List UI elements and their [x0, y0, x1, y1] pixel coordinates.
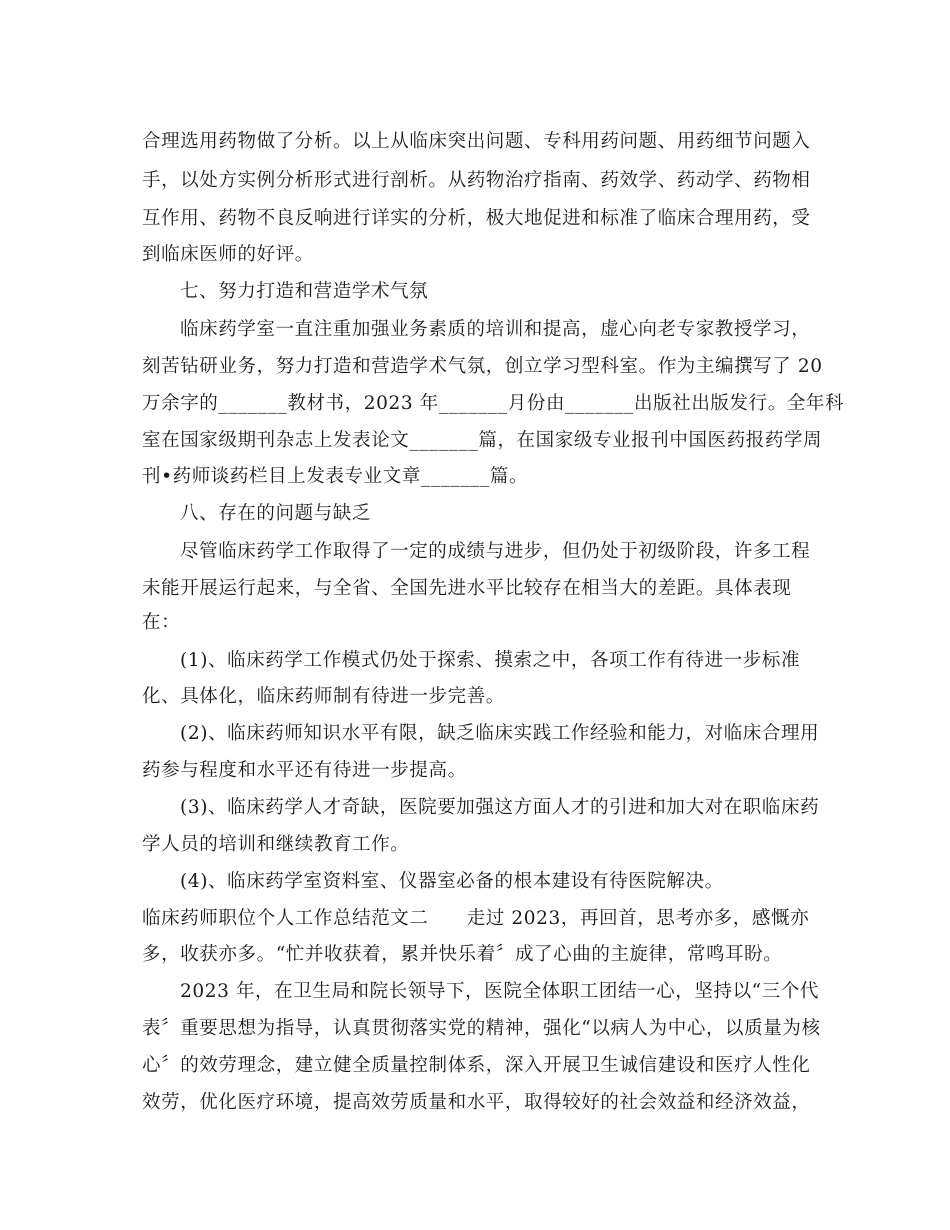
paragraph-line: 到临床医师的好评。	[142, 244, 314, 265]
paragraph-line: 表〞重要思想为指导，认真贯彻落实党的精神，强化“以病人为中心，以质量为核	[142, 1018, 821, 1039]
list-item-line: (3)、临床药学人才奇缺，医院要加强这方面人才的引进和加大对在职临床药	[180, 797, 820, 818]
paragraph-line: 刊•药师谈药栏目上发表专业文章_______篇。	[142, 466, 529, 487]
paragraph-line: 室在国家级期刊杂志上发表论文_______篇，在国家级专业报刊中国医药报药学周	[142, 430, 823, 451]
list-item-line: 化、具体化，临床药师制有待进一步完善。	[142, 686, 505, 707]
list-item-line: 学人员的培训和继续教育工作。	[142, 834, 410, 855]
paragraph-line: 效劳，优化医疗环境，提高效劳质量和水平，取得较好的社会效益和经济效益，	[142, 1092, 811, 1113]
paragraph-line: 刻苦钻研业务，努力打造和营造学术气氛，创立学习型科室。作为主编撰写了 20	[142, 356, 823, 377]
paragraph-line: 多，收获亦多。“忙并收获着，累并快乐着〞成了心曲的主旋律，常鸣耳盼。	[142, 944, 783, 965]
list-item-line: (4)、临床药学室资料室、仪器室必备的根本建设有待医院解决。	[180, 871, 724, 892]
list-item-line: 药参与程度和水平还有待进一步提高。	[142, 760, 467, 781]
section-heading: 八、存在的问题与缺乏	[180, 503, 372, 524]
paragraph-line: 2023 年，在卫生局和院长领导下，医院全体职工团结一心，坚持以“三个代	[180, 981, 820, 1002]
list-item-line: (2)、临床药师知识水平有限，缺乏临床实践工作经验和能力，对临床合理用	[180, 723, 820, 744]
paragraph-line: 合理选用药物做了分析。以上从临床突出问题、专科用药问题、用药细节问题入	[142, 131, 811, 152]
paragraph-line: 尽管临床药学工作取得了一定的成绩与进步，但仍处于初级阶段，许多工程	[180, 541, 811, 562]
paragraph-line: 在：	[142, 612, 181, 633]
paragraph-line: 万余字的_______教材书，2023 年_______月份由_______出版社出版发行。全年科	[142, 393, 845, 414]
paragraph-line: 临床药学室一直注重加强业务素质的培训和提高，虚心向老专家教授学习，	[180, 319, 811, 340]
paragraph-line: 未能开展运行起来，与全省、全国先进水平比较存在相当大的差距。具体表现	[142, 578, 792, 599]
paragraph-line: 互作用、药物不良反响进行详实的分析，极大地促进和标准了临床合理用药，受	[142, 208, 811, 229]
paragraph-line: 临床药师职位个人工作总结范文二 走过 2023，再回首，思考亦多，感慨亦	[142, 908, 810, 929]
paragraph-line: 心〞的效劳理念，建立健全质量控制体系，深入开展卫生诚信建设和医疗人性化	[142, 1055, 811, 1076]
paragraph-line: 手，以处方实例分析形式进行剖析。从药物治疗指南、药效学、药动学、药物相	[142, 170, 811, 191]
list-item-line: (1)、临床药学工作模式仍处于探索、摸索之中，各项工作有待进一步标准	[180, 650, 801, 671]
section-heading: 七、努力打造和营造学术气氛	[180, 281, 429, 302]
